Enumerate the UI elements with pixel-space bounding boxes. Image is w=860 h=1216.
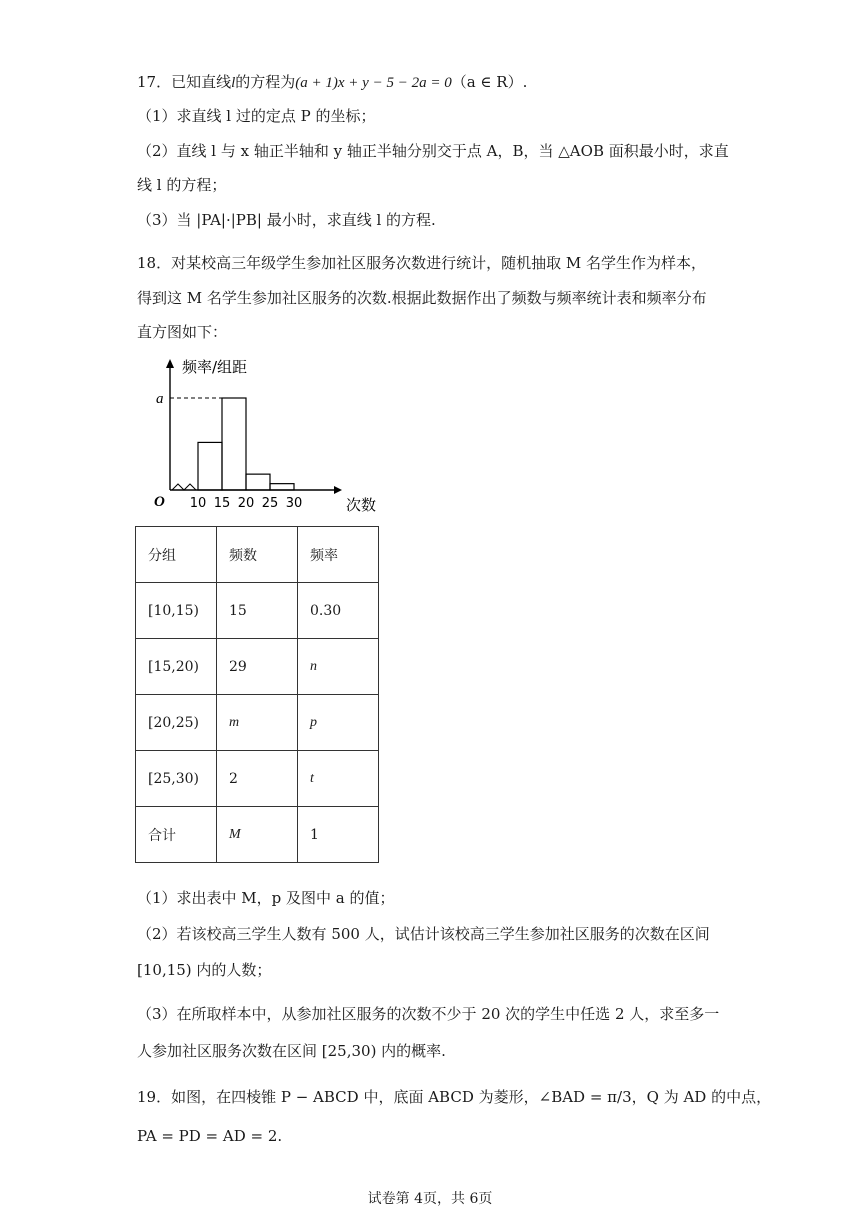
histogram-bar [270,484,294,490]
x-axis-label: 次数 [346,496,377,514]
q18-part2-line2: [10,15) 内的人数； [137,961,272,979]
q18-part3-line1: （3）在所取样本中，从参加社区服务的次数不少于 20 次的学生中任选 2 人，求至多一 [137,1005,720,1023]
table-cell: m [217,695,298,751]
table-header-row [136,527,379,583]
table-cell: M [217,807,298,863]
table-row [136,583,379,639]
q18-stem-line2: 得到这 M 名学生参加社区服务的次数.根据此数据作出了频数与频率统计表和频率分布 [137,289,707,307]
table-cell: 0.30 [298,583,379,639]
table-cell: 合计 [136,807,217,863]
q18-stem-line3: 直方图如下： [137,323,228,341]
table-cell: t [298,751,379,807]
x-tick-label: 25 [261,496,279,511]
q17-part1: （1）求直线 l 过的定点 P 的坐标； [137,107,376,125]
q17-part2-line2: 线 l 的方程； [137,176,227,194]
y-axis-label: 频率/组距 [182,358,248,376]
histogram-bar [222,398,246,490]
table-cell: [25,30) [136,751,217,807]
frequency-histogram [148,356,388,518]
table-cell: [20,25) [136,695,217,751]
q19-stem-line2: PA = PD = AD = 2. [137,1127,283,1145]
table-row [136,751,379,807]
axis-break [172,484,196,490]
page-footer: 试卷第 4页，共 6页 [367,1191,493,1207]
origin-label: O [154,494,165,510]
table-cell: p [298,695,379,751]
table-cell: n [298,639,379,695]
q18-stem-line1: 18．对某校高三年级学生参加社区服务次数进行统计，随机抽取 M 名学生作为样本， [137,254,706,272]
x-axis-arrow [334,486,342,494]
q19-stem-line1: 19．如图，在四棱锥 P − ABCD 中，底面 ABCD 为菱形，∠BAD = π/3，Q 为 AD 的中点， [137,1088,772,1106]
table-cell: 2 [217,751,298,807]
q17-part3: （3）当 |PA|·|PB| 最小时，求直线 l 的方程. [137,211,436,229]
q18-part2-line1: （2）若该校高三学生人数有 500 人，试估计该校高三学生参加社区服务的次数在区间 [137,925,710,943]
frequency-table [135,526,379,863]
q18-part1: （1）求出表中 M，p 及图中 a 的值； [137,889,395,907]
table-cell: 29 [217,639,298,695]
table-row [136,807,379,863]
y-tick-label: a [156,391,164,407]
q18-part3-line2: 人参加社区服务次数在区间 [25,30) 内的概率. [137,1042,446,1060]
table-cell: 15 [217,583,298,639]
x-tick-label: 20 [237,496,255,511]
y-axis-arrow [166,359,174,368]
x-tick-label: 30 [285,496,303,511]
table-cell: [10,15) [136,583,217,639]
table-cell: 频数 [217,527,298,583]
table-cell: [15,20) [136,639,217,695]
table-row [136,639,379,695]
table-cell: 1 [298,807,379,863]
table-cell: 分组 [136,527,217,583]
histogram-bar [198,442,222,490]
q17-part2-line1: （2）直线 l 与 x 轴正半轴和 y 轴正半轴分别交于点 A，B，当 △AOB 面积最小时，求直 [137,142,729,160]
table-row [136,695,379,751]
table-cell: 频率 [298,527,379,583]
q17-stem: 17．已知直线l的方程为(a + 1)x + y − 5 − 2a = 0（a ∈ R）. [137,73,528,91]
x-tick-label: 15 [213,496,231,511]
histogram-bar [246,474,270,490]
x-tick-label: 10 [189,496,207,511]
